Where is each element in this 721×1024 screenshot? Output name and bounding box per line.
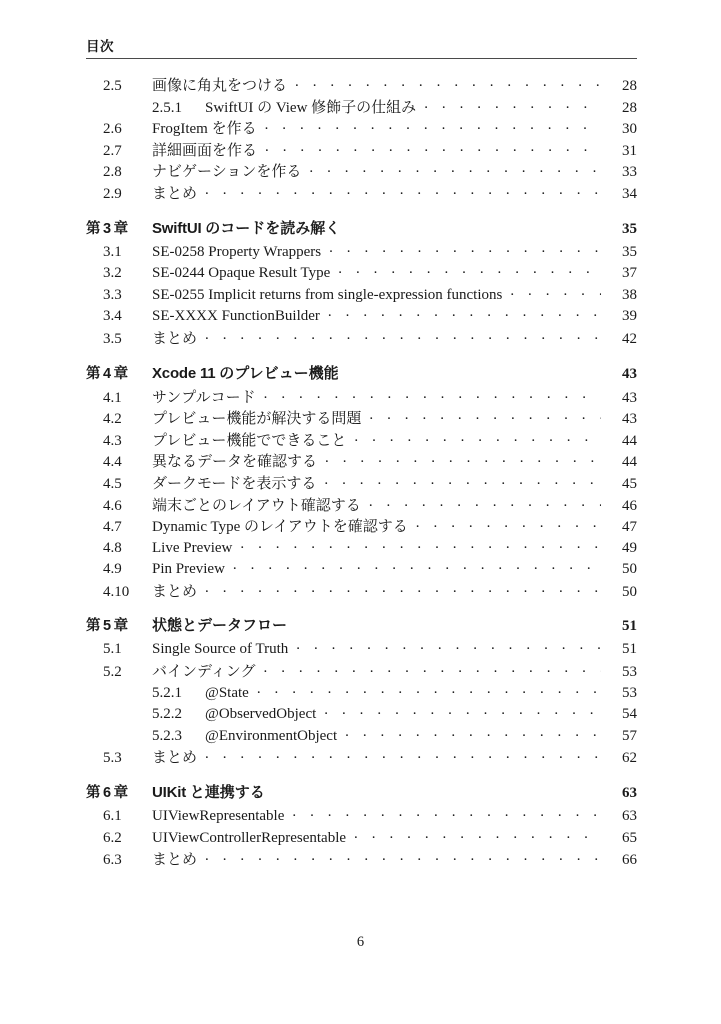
chapter-number-prefix: 第 <box>86 785 101 802</box>
dot-leader <box>296 638 601 653</box>
toc-entry-number: 4.2 <box>103 411 122 428</box>
dot-leader <box>345 725 601 740</box>
toc-section-row[interactable] <box>86 638 637 660</box>
toc-entry-page-number: 54 <box>622 706 637 723</box>
toc-entry-page-number: 28 <box>622 78 637 94</box>
dot-leader <box>324 473 601 488</box>
dot-leader <box>205 849 601 864</box>
toc-entry-number: 4.4 <box>103 454 122 471</box>
toc-section-row[interactable] <box>86 182 637 204</box>
toc-entry-number: 5.2.1 <box>152 684 182 701</box>
dot-leader <box>295 615 601 630</box>
toc-entry-title: Pin Preview <box>152 561 225 578</box>
dot-leader <box>354 827 601 842</box>
toc-section-row[interactable] <box>86 805 637 827</box>
toc-entry-number: 3.5 <box>103 330 122 347</box>
toc-entry-page-number: 43 <box>622 389 637 406</box>
toc-subsection-row[interactable] <box>86 703 637 725</box>
toc-chapter-row[interactable] <box>86 781 637 805</box>
toc-entry-title: Dynamic Type のレイアウトを確認する <box>152 519 408 536</box>
chapter-number-digit: 3 <box>103 220 112 237</box>
toc-section-row[interactable] <box>86 472 637 494</box>
toc-entry-number: 6.1 <box>103 808 122 825</box>
toc-section-row[interactable] <box>86 407 637 429</box>
toc-entry-number: 4.5 <box>103 475 122 492</box>
toc-entry-title: SE-XXXX FunctionBuilder <box>152 308 320 325</box>
dot-leader <box>205 747 601 762</box>
toc-entry-page-number: 38 <box>622 286 637 303</box>
toc-entry-number <box>86 781 152 802</box>
toc-entry-page-number: 63 <box>622 785 637 802</box>
toc-entry-title <box>152 781 271 802</box>
toc-entry-number: 5.3 <box>103 750 122 767</box>
toc-subsection-row[interactable] <box>86 682 637 704</box>
toc-entry-number: 2.5 <box>103 78 122 94</box>
toc-entry-title: SE-0255 Implicit returns from single-expression functions <box>152 286 503 303</box>
toc-entry-number: 4.8 <box>103 539 122 556</box>
chapter-number-suffix: 章 <box>113 618 129 635</box>
toc-section-row[interactable] <box>86 537 637 559</box>
chapter-number-suffix: 章 <box>113 785 129 802</box>
toc-entry-title: SE-0244 Opaque Result Type <box>152 265 331 282</box>
toc-entry-page-number: 45 <box>622 475 637 492</box>
toc-entry-page-number: 44 <box>622 454 637 471</box>
toc-entry-number <box>86 362 152 383</box>
toc-chapter-row[interactable] <box>86 217 637 241</box>
chapter-title-latin: SwiftUI <box>152 219 202 237</box>
chapter-title-rest: のプレビュー機能 <box>215 365 339 382</box>
toc-section-row[interactable] <box>86 327 637 349</box>
toc-section-row[interactable] <box>86 515 637 537</box>
toc-section-row[interactable] <box>86 305 637 327</box>
toc-section-row[interactable] <box>86 660 637 682</box>
chapter-number-digit: 6 <box>103 785 112 802</box>
header-rule <box>86 58 637 59</box>
toc-entry-number: 3.1 <box>103 243 122 260</box>
chapter-number-digit: 5 <box>103 618 112 635</box>
toc-entry-page-number: 37 <box>622 265 637 282</box>
toc-entry-title: まとめ <box>152 185 198 202</box>
chapter-title-rest: と連携する <box>186 785 265 802</box>
toc-entry-page-number: 34 <box>622 185 637 202</box>
toc-entry-page-number: 35 <box>622 220 637 237</box>
chapter-number-prefix: 第 <box>86 365 101 382</box>
toc-entry-title: @ObservedObject <box>205 706 317 723</box>
toc-entry-title: プレビュー機能でできること <box>152 432 347 449</box>
dot-leader <box>264 387 601 402</box>
toc-entry-title <box>152 217 346 238</box>
toc-entry-number: 4.3 <box>103 432 122 449</box>
toc-entry-title: FrogItem を作る <box>152 121 257 138</box>
dot-leader <box>273 782 601 797</box>
toc-entry-title: 画像に角丸をつける <box>152 78 288 94</box>
dot-leader <box>354 430 601 445</box>
dot-leader <box>205 581 601 596</box>
toc-section-row[interactable] <box>86 429 637 451</box>
dot-leader <box>292 805 601 820</box>
toc-entry-title: ナビゲーションを作る <box>152 164 302 181</box>
toc-entry-page-number: 39 <box>622 308 637 325</box>
dot-leader <box>347 363 601 378</box>
dot-leader <box>338 262 601 277</box>
toc-entry-number <box>86 217 152 238</box>
chapter-number-suffix: 章 <box>113 365 129 382</box>
toc-entry-page-number: 63 <box>622 808 637 825</box>
toc-entry-title: 異なるデータを確認する <box>152 454 318 471</box>
toc-entry-number: 4.9 <box>103 561 122 578</box>
toc-section-row[interactable] <box>86 284 637 306</box>
toc-entry-number <box>86 614 152 635</box>
dot-leader <box>265 140 601 155</box>
toc-entry-number: 2.5.1 <box>152 99 182 116</box>
toc-entry-number: 2.7 <box>103 142 122 159</box>
toc-list <box>86 74 637 870</box>
dot-leader <box>257 682 601 697</box>
toc-entry-page-number: 35 <box>622 243 637 260</box>
running-header <box>86 38 637 59</box>
toc-section-row[interactable] <box>86 450 637 472</box>
toc-entry-number: 4.1 <box>103 389 122 406</box>
dot-leader <box>328 305 601 320</box>
toc-entry-page-number: 43 <box>622 365 637 382</box>
chapter-title-latin: Xcode 11 <box>152 364 216 382</box>
toc-entry-number: 2.8 <box>103 164 122 181</box>
toc-entry-page-number: 44 <box>622 432 637 449</box>
chapter-number-suffix: 章 <box>113 220 129 237</box>
dot-leader <box>416 516 601 531</box>
chapter-number-prefix: 第 <box>86 220 101 237</box>
toc-entry-title: UIViewRepresentable <box>152 808 285 825</box>
toc-entry-page-number: 62 <box>622 750 637 767</box>
toc-entry-page-number: 50 <box>622 561 637 578</box>
dot-leader <box>264 661 601 676</box>
toc-subsection-row[interactable] <box>86 725 637 747</box>
toc-entry-title: SwiftUI の View 修飾子の仕組み <box>205 99 417 116</box>
toc-section-row[interactable] <box>86 117 637 139</box>
toc-entry-page-number: 43 <box>622 411 637 428</box>
toc-entry-number: 5.1 <box>103 641 122 658</box>
toc-entry-page-number: 51 <box>622 641 637 658</box>
folio-page-number: 6 <box>356 934 365 950</box>
toc-entry-title: まとめ <box>152 750 198 767</box>
toc-entry-title: 端末ごとのレイアウト確認する <box>152 497 361 514</box>
toc-section-row[interactable] <box>86 160 637 182</box>
toc-entry-number: 4.7 <box>103 519 122 536</box>
toc-section-row[interactable] <box>86 386 637 408</box>
toc-entry-title: プレビュー機能が解決する問題 <box>152 411 362 428</box>
toc-entry-number: 4.10 <box>103 583 130 600</box>
dot-leader <box>348 218 601 233</box>
toc-chapter-row[interactable] <box>86 614 637 638</box>
toc-entry-title: SE-0258 Property Wrappers <box>152 243 322 260</box>
dot-leader <box>324 703 601 718</box>
toc-entry-number: 6.2 <box>103 829 122 846</box>
dot-leader <box>265 118 601 133</box>
toc-entry-page-number: 28 <box>622 99 637 116</box>
chapter-number-digit: 4 <box>103 365 112 382</box>
toc-entry-page-number: 53 <box>622 684 637 701</box>
toc-entry-number: 5.2.2 <box>152 706 182 723</box>
toc-entry-page-number: 57 <box>622 727 637 744</box>
toc-entry-title: @EnvironmentObject <box>205 727 338 744</box>
toc-entry-title: バインディング <box>152 664 256 681</box>
toc-entry-number: 3.3 <box>103 286 122 303</box>
toc-entry-number: 5.2.3 <box>152 727 182 744</box>
dot-leader <box>325 451 601 466</box>
toc-section-row[interactable] <box>86 580 637 602</box>
toc-entry-number: 4.6 <box>103 497 122 514</box>
toc-entry-number: 3.4 <box>103 308 122 325</box>
dot-leader <box>424 97 601 112</box>
toc-entry-page-number: 42 <box>622 330 637 347</box>
toc-entry-title: 詳細画面を作る <box>152 142 258 159</box>
toc-section-row[interactable] <box>86 746 637 768</box>
dot-leader <box>233 558 601 573</box>
toc-entry-page-number: 50 <box>622 583 637 600</box>
toc-entry-title: Single Source of Truth <box>152 641 289 658</box>
toc-chapter-row[interactable] <box>86 362 637 386</box>
toc-entry-title: Live Preview <box>152 539 233 556</box>
toc-entry-page-number: 46 <box>622 497 637 514</box>
dot-leader <box>329 241 601 256</box>
toc-entry-page-number: 30 <box>622 121 637 138</box>
toc-entry-number: 3.2 <box>103 265 122 282</box>
toc-section-row[interactable] <box>86 848 637 870</box>
chapter-title-rest: 状態とデータフロー <box>152 618 288 635</box>
toc-entry-number: 6.3 <box>103 852 122 869</box>
page-title: 目次 <box>86 39 114 54</box>
toc-section-row[interactable] <box>86 827 637 849</box>
toc-section-row[interactable] <box>86 558 637 580</box>
toc-entry-page-number: 65 <box>622 829 637 846</box>
toc-entry-title: まとめ <box>152 583 198 600</box>
toc-entry-title: ダークモードを表示する <box>152 475 317 492</box>
dot-leader <box>369 495 601 510</box>
chapter-title-latin: UIKit <box>152 784 186 802</box>
toc-entry-title: UIViewControllerRepresentable <box>152 829 347 846</box>
toc-subsection-row[interactable] <box>86 96 637 118</box>
toc-entry-title: @State <box>205 684 249 701</box>
dot-leader <box>240 537 601 552</box>
toc-section-row[interactable] <box>86 241 637 263</box>
toc-entry-title <box>152 362 345 383</box>
toc-entry-title: まとめ <box>152 852 198 869</box>
dot-leader <box>205 183 601 198</box>
dot-leader <box>295 75 601 90</box>
toc-entry-page-number: 66 <box>622 852 637 869</box>
toc-entry-title <box>152 614 293 635</box>
toc-entry-page-number: 49 <box>622 539 637 556</box>
toc-entry-page-number: 31 <box>622 142 637 159</box>
toc-entry-number: 5.2 <box>103 664 122 681</box>
chapter-number-prefix: 第 <box>86 618 101 635</box>
toc-section-row[interactable] <box>86 494 637 516</box>
dot-leader <box>309 161 601 176</box>
toc-entry-page-number: 47 <box>622 519 637 536</box>
toc-entry-title: サンプルコード <box>152 389 256 406</box>
dot-leader <box>510 284 601 299</box>
toc-entry-page-number: 53 <box>622 664 637 681</box>
toc-entry-page-number: 33 <box>622 164 637 181</box>
toc-section-row[interactable] <box>86 74 637 96</box>
toc-section-row[interactable] <box>86 262 637 284</box>
toc-entry-page-number: 51 <box>622 618 637 635</box>
toc-entry-number: 2.9 <box>103 185 122 202</box>
toc-section-row[interactable] <box>86 139 637 161</box>
toc-entry-number: 2.6 <box>103 121 122 138</box>
chapter-title-rest: のコードを読み解く <box>201 220 341 237</box>
dot-leader <box>369 408 601 423</box>
toc-entry-title: まとめ <box>152 330 198 347</box>
dot-leader <box>205 328 601 343</box>
